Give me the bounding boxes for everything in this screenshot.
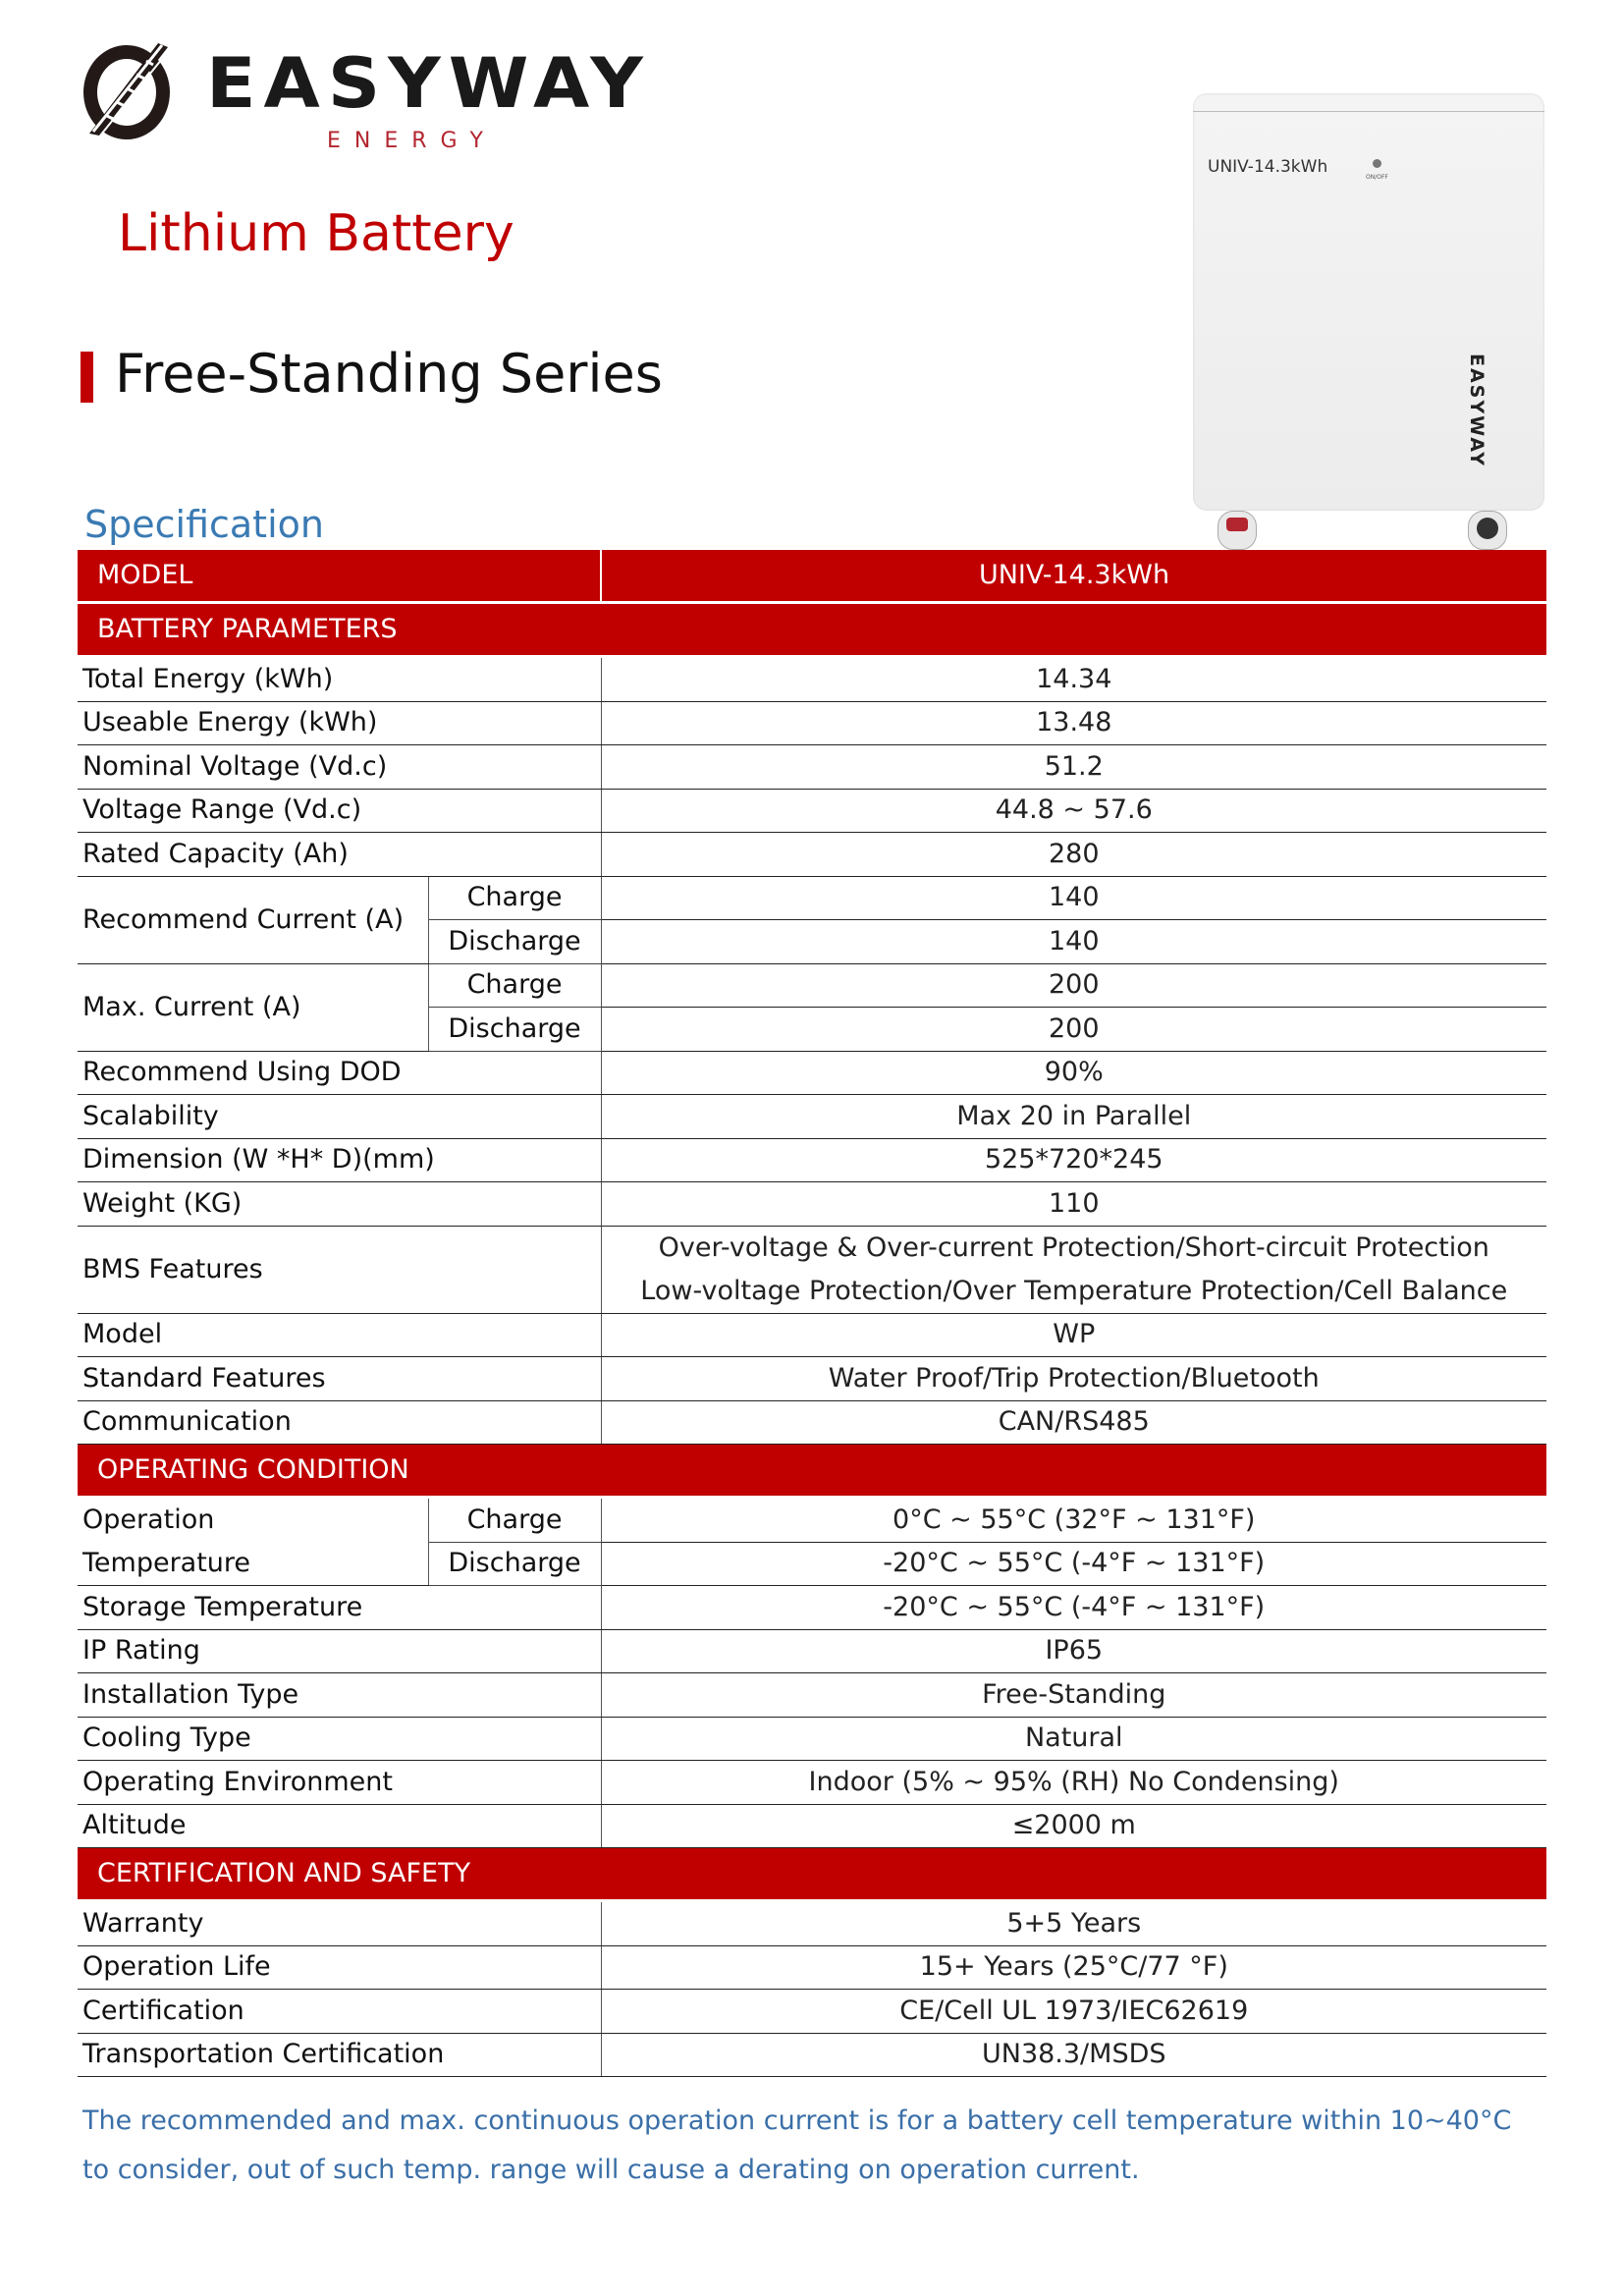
row-value: 15+ Years (25°C/77 °F) [601, 1945, 1546, 1990]
row-sublabel: Discharge [428, 1542, 601, 1586]
cabinet-side-brand: EASYWAY [1466, 354, 1488, 467]
series-title: Free-Standing Series [115, 343, 663, 405]
row-value: 0°C ~ 55°C (32°F ~ 131°F) [601, 1498, 1546, 1543]
row-label-line: Temperature [82, 1548, 251, 1578]
row-label: Rated Capacity (Ah) [78, 833, 601, 877]
footnote-line: to consider, out of such temp. range will cause a derating on operation current. [82, 2155, 1140, 2185]
table-row [78, 1586, 1546, 1630]
row-label: Operation Life [78, 1945, 601, 1990]
table-row [78, 1990, 1546, 2034]
row-value: 5+5 Years [601, 1901, 1546, 1946]
row-value: 13.48 [601, 701, 1546, 745]
table-row [78, 789, 1546, 833]
row-label [78, 1498, 428, 1586]
table-row [78, 876, 1546, 920]
brand-name: EASYWAY [206, 43, 651, 124]
row-label: Scalability [78, 1095, 601, 1139]
row-sublabel: Charge [428, 963, 601, 1008]
footnote-line: The recommended and max. continuous operation current is for a battery cell temperature within 10~40°C [82, 2105, 1512, 2136]
table-row [78, 1629, 1546, 1673]
row-value: Natural [601, 1717, 1546, 1761]
power-button-label: ON/OFF [1366, 174, 1388, 181]
specification-table-body [78, 550, 1546, 2077]
row-label: Transportation Certification [78, 2033, 601, 2077]
footnote [82, 2097, 1555, 2195]
power-button-icon [1373, 159, 1381, 168]
product-image-battery-cabinet [1193, 93, 1546, 555]
row-label: Max. Current (A) [78, 963, 428, 1051]
table-row [78, 1717, 1546, 1761]
table-row [78, 745, 1546, 790]
table-row [78, 657, 1546, 702]
table-row [78, 1673, 1546, 1718]
caster-wheel-icon [1468, 511, 1507, 550]
table-row [78, 1400, 1546, 1445]
row-label: Storage Temperature [78, 1586, 601, 1630]
brand-subtitle: ENERGY [327, 129, 497, 153]
row-value: 110 [601, 1182, 1546, 1227]
row-value: 280 [601, 833, 1546, 877]
row-label: BMS Features [78, 1226, 601, 1313]
table-row [78, 833, 1546, 877]
section-header: CERTIFICATION AND SAFETY [78, 1848, 1546, 1901]
section-header-row [78, 1848, 1546, 1901]
series-accent-bar [81, 352, 93, 403]
row-value: CAN/RS485 [601, 1400, 1546, 1445]
row-value-line: Over-voltage & Over-current Protection/Short-circuit Protection [658, 1231, 1489, 1263]
row-value: IP65 [601, 1629, 1546, 1673]
row-sublabel: Charge [428, 876, 601, 920]
row-sublabel: Charge [428, 1498, 601, 1543]
row-value: ≤2000 m [601, 1804, 1546, 1848]
row-value: -20°C ~ 55°C (-4°F ~ 131°F) [601, 1586, 1546, 1630]
caster-wheel-icon [1217, 511, 1257, 550]
row-value: 14.34 [601, 657, 1546, 702]
section-header: BATTERY PARAMETERS [78, 603, 1546, 657]
row-value-line: Low-voltage Protection/Over Temperature Protection/Cell Balance [640, 1275, 1508, 1306]
table-row [78, 2033, 1546, 2077]
row-value: 140 [601, 920, 1546, 964]
row-label: Dimension (W *H* D)(mm) [78, 1138, 601, 1182]
document-title: Lithium Battery [118, 204, 514, 263]
table-row [78, 1761, 1546, 1805]
row-label: Warranty [78, 1901, 601, 1946]
cabinet-body [1193, 93, 1544, 511]
table-row [78, 1051, 1546, 1095]
row-label: Weight (KG) [78, 1182, 601, 1227]
row-value: CE/Cell UL 1973/IEC62619 [601, 1990, 1546, 2034]
table-row [78, 1804, 1546, 1848]
row-label: IP Rating [78, 1629, 601, 1673]
row-value: Max 20 in Parallel [601, 1095, 1546, 1139]
row-value: Indoor (5% ~ 95% (RH) No Condensing) [601, 1761, 1546, 1805]
row-label: Nominal Voltage (Vd.c) [78, 745, 601, 790]
specification-heading: Specification [84, 503, 324, 546]
specification-table [78, 550, 1546, 2077]
table-row [78, 963, 1546, 1008]
row-label: Certification [78, 1990, 601, 2034]
table-row [78, 1901, 1546, 1946]
table-row [78, 1313, 1546, 1357]
row-sublabel: Discharge [428, 1008, 601, 1052]
easyway-road-logo-icon [77, 37, 177, 145]
row-label: Standard Features [78, 1357, 601, 1401]
row-value: 44.8 ~ 57.6 [601, 789, 1546, 833]
table-row [78, 1138, 1546, 1182]
row-value: 525*720*245 [601, 1138, 1546, 1182]
section-header-row [78, 1445, 1546, 1498]
section-header-row [78, 603, 1546, 657]
model-header-label: MODEL [78, 550, 601, 603]
row-value: -20°C ~ 55°C (-4°F ~ 131°F) [601, 1542, 1546, 1586]
table-row [78, 1182, 1546, 1227]
row-label: Recommend Using DOD [78, 1051, 601, 1095]
row-label: Communication [78, 1400, 601, 1445]
row-label: Operating Environment [78, 1761, 601, 1805]
row-value: 200 [601, 963, 1546, 1008]
row-label: Useable Energy (kWh) [78, 701, 601, 745]
table-row [78, 701, 1546, 745]
row-label: Voltage Range (Vd.c) [78, 789, 601, 833]
row-label-line: Operation [82, 1504, 215, 1535]
cabinet-model-label: UNIV-14.3kWh [1208, 157, 1328, 177]
row-label: Installation Type [78, 1673, 601, 1718]
table-row [78, 1357, 1546, 1401]
row-sublabel: Discharge [428, 920, 601, 964]
row-value: Free-Standing [601, 1673, 1546, 1718]
section-header: OPERATING CONDITION [78, 1445, 1546, 1498]
table-row [78, 1226, 1546, 1313]
row-value: UN38.3/MSDS [601, 2033, 1546, 2077]
row-value: 200 [601, 1008, 1546, 1052]
table-row [78, 1945, 1546, 1990]
row-value: 90% [601, 1051, 1546, 1095]
row-label: Recommend Current (A) [78, 876, 428, 963]
table-row [78, 1498, 1546, 1543]
row-label: Altitude [78, 1804, 601, 1848]
row-value: Water Proof/Trip Protection/Bluetooth [601, 1357, 1546, 1401]
row-value [601, 1226, 1546, 1313]
cabinet-lid [1193, 93, 1544, 112]
row-value: 51.2 [601, 745, 1546, 790]
row-label: Model [78, 1313, 601, 1357]
row-value: WP [601, 1313, 1546, 1357]
model-header-value: UNIV-14.3kWh [601, 550, 1546, 603]
row-value: 140 [601, 876, 1546, 920]
table-row [78, 1095, 1546, 1139]
row-label: Total Energy (kWh) [78, 657, 601, 702]
model-header-row [78, 550, 1546, 603]
row-label: Cooling Type [78, 1717, 601, 1761]
